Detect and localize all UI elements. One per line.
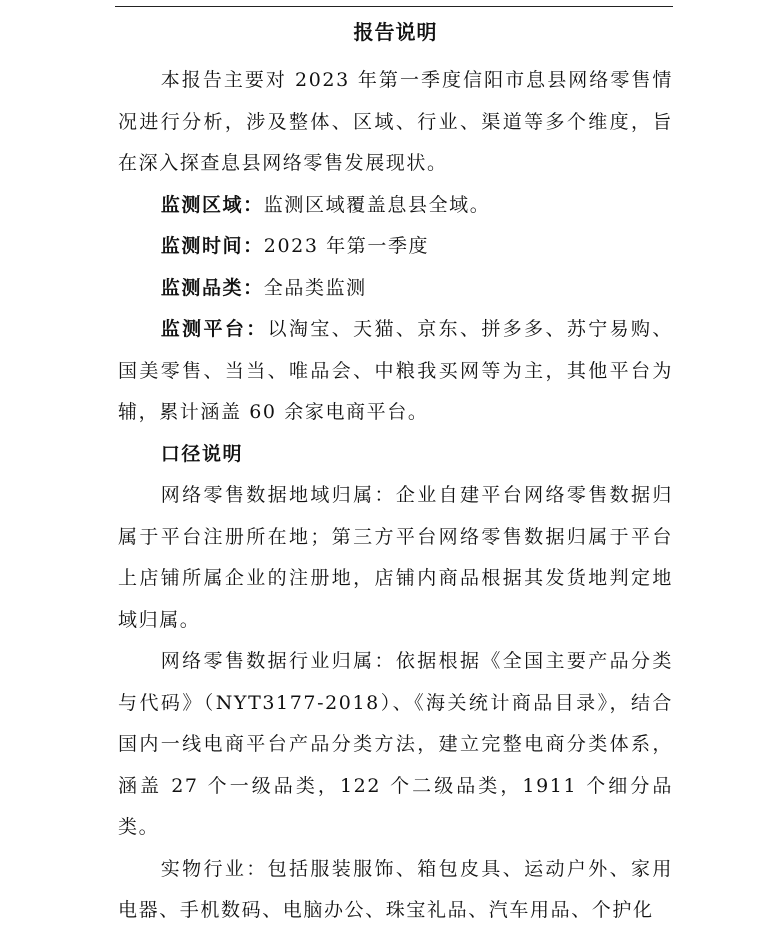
- page-title: 报告说明: [353, 20, 438, 44]
- monitor-time-line: [118, 226, 673, 268]
- monitor-region-label: 监测区域：: [160, 193, 264, 216]
- monitor-platform-value: 以淘宝、天猫、京东、拼多多、苏宁易购、国美零售、当当、唯品会、中粮我买网等为主，其他平台为辅，累计涵盖 60 余家电商平台。: [118, 318, 673, 423]
- document-body: [118, 60, 673, 932]
- caliber-heading: 口径说明: [160, 442, 244, 465]
- industry-attribution-paragraph: 网络零售数据行业归属：依据根据《全国主要产品分类与代码》（NYT3177-2018）、《海关统计商品目录》，结合国内一线电商平台产品分类方法，建立完整电商分类体系，涵盖 27 个一级品类，122 个二级品类，1911 个细分品类。: [118, 650, 673, 838]
- monitor-time-label: 监测时间：: [160, 235, 264, 257]
- intro-paragraph: 本报告主要对 2023 年第一季度信阳市息县网络零售情况进行分析，涉及整体、区域、行业、渠道等多个维度，旨在深入探查息县网络零售发展现状。: [118, 69, 673, 174]
- monitor-category-line: [118, 268, 673, 310]
- physical-industry-paragraph: 实物行业：包括服装服饰、箱包皮具、运动户外、家用电器、手机数码、电脑办公、珠宝礼品、汽车用品、个护化: [118, 857, 673, 921]
- monitor-platform-label: 监测平台：: [160, 318, 268, 340]
- monitor-time-value: 2023 年第一季度: [263, 235, 430, 257]
- header-rule: [115, 6, 673, 7]
- monitor-region-line: [118, 185, 673, 227]
- monitor-category-label: 监测品类：: [160, 276, 264, 299]
- monitor-platform-line: [118, 309, 673, 434]
- region-attribution-paragraph: 网络零售数据地域归属：企业自建平台网络零售数据归属于平台注册所在地；第三方平台网络零售数据归属于平台上店铺所属企业的注册地，店铺内商品根据其发货地判定地域归属。: [118, 484, 673, 631]
- monitor-region-value: 监测区域覆盖息县全域。: [263, 193, 491, 216]
- monitor-category-value: 全品类监测: [263, 276, 367, 299]
